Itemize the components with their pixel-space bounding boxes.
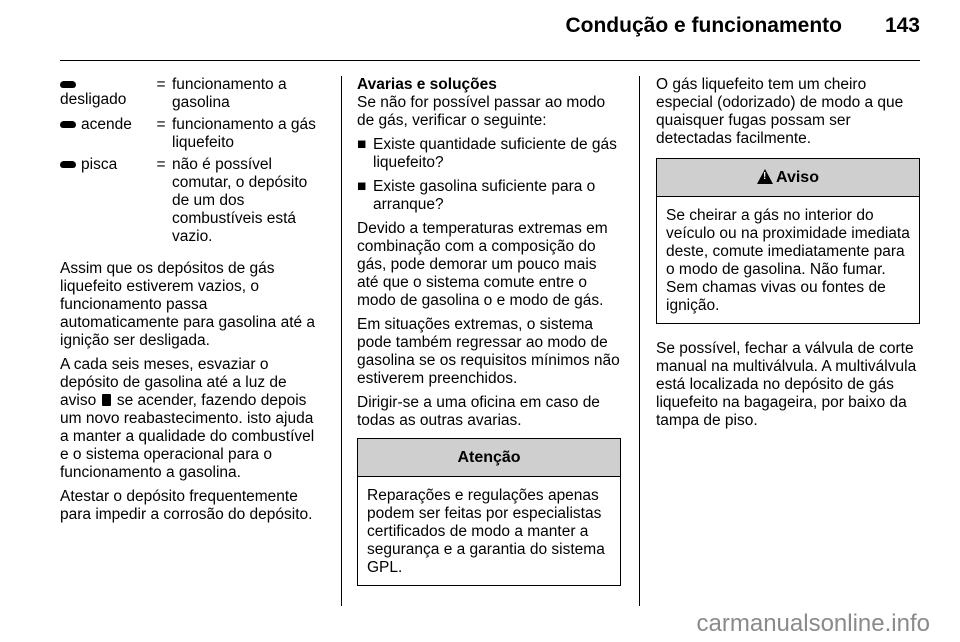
attention-text: Reparações e regulações apenas podem ser feitas por especialistas certificados de modo a manter a segurança e a garantia do sistema GPL. bbox=[367, 487, 605, 576]
bullet-item bbox=[357, 178, 621, 214]
lpg-lamp-icon bbox=[60, 81, 76, 88]
warning-box bbox=[656, 158, 920, 324]
warning-triangle-icon bbox=[757, 169, 773, 184]
status-key bbox=[60, 76, 150, 112]
warning-text: Se cheirar a gás no interior do veículo ou na proximidade imediata deste, comute imediatamente para o modo de gasolina. Não fumar. Sem chamas vivas ou fontes de ignição. bbox=[666, 207, 910, 314]
bullet-item bbox=[357, 136, 621, 172]
left-column bbox=[60, 76, 326, 530]
paragraph: Se possível, fechar a válvula de corte manual na multiválvula. A multiválvula está localizada no depósito de gás liquefeito na bagageira, por baixo da tampa de piso. bbox=[656, 340, 917, 429]
watermark: carmanualsonline.info bbox=[696, 610, 930, 637]
page-header-title: Condução e funcionamento bbox=[565, 14, 842, 37]
bullet-text: Existe gasolina suficiente para o arranque? bbox=[373, 178, 596, 213]
warning-header bbox=[657, 159, 919, 197]
page-number: 143 bbox=[884, 14, 920, 37]
paragraph: Atestar o depósito frequentemente para impedir a corrosão do depósito. bbox=[60, 488, 313, 523]
lpg-lamp-icon bbox=[60, 161, 76, 168]
status-key bbox=[60, 116, 150, 152]
attention-title: Atenção bbox=[358, 439, 620, 477]
paragraph-text: A cada seis meses, esvaziar o depósito de gasolina até a luz de aviso bbox=[60, 356, 287, 409]
lpg-lamp-icon bbox=[60, 121, 76, 128]
header-rule bbox=[60, 60, 920, 61]
paragraph: Se não for possível passar ao modo de gás, verificar o seguinte: bbox=[357, 94, 606, 129]
status-value: não é possível comutar, o depósito de um dos combustíveis está vazio. bbox=[172, 156, 308, 245]
paragraph: O gás liquefeito tem um cheiro especial (odorizado) de modo a que quaisquer fugas possam ser detectadas facilmente. bbox=[656, 76, 904, 147]
status-table bbox=[60, 76, 326, 246]
status-value: funcionamento a gás liquefeito bbox=[172, 116, 316, 151]
bullet-icon: ■ bbox=[357, 178, 367, 195]
paragraph-text: se acender, fazendo depois um novo reabastecimento. isto ajuda a manter a qualidade do combustível e o sistema operacional para o funcionamento a gasolina. bbox=[60, 392, 315, 481]
paragraph: Assim que os depósitos de gás liquefeito estiverem vazios, o funcionamento passa automaticamente para gasolina até a ignição ser desligada. bbox=[60, 260, 316, 349]
status-label: acende bbox=[81, 116, 132, 133]
paragraph bbox=[60, 356, 326, 482]
column-divider-1 bbox=[341, 76, 342, 606]
equals-sign: = bbox=[156, 76, 166, 93]
status-row bbox=[60, 76, 326, 112]
equals-sign: = bbox=[156, 116, 166, 133]
status-label: desligado bbox=[60, 91, 127, 108]
status-key bbox=[60, 156, 150, 246]
attention-box bbox=[357, 438, 621, 586]
status-value: funcionamento a gasolina bbox=[172, 76, 287, 111]
status-row bbox=[60, 116, 326, 152]
warning-title: Aviso bbox=[776, 169, 819, 186]
equals-sign: = bbox=[156, 156, 166, 173]
paragraph: Em situações extremas, o sistema pode também regressar ao modo de gasolina se os requisitos mínimos não estiverem preenchidos. bbox=[357, 316, 620, 387]
middle-column bbox=[357, 76, 621, 586]
bullet-text: Existe quantidade suficiente de gás liquefeito? bbox=[373, 136, 617, 171]
right-column bbox=[656, 76, 920, 436]
status-label: pisca bbox=[81, 156, 118, 173]
bullet-icon: ■ bbox=[357, 136, 367, 153]
column-divider-2 bbox=[639, 76, 640, 606]
fuel-pump-icon bbox=[102, 394, 111, 406]
paragraph: Dirigir-se a uma oficina em caso de todas as outras avarias. bbox=[357, 394, 600, 429]
paragraph: Devido a temperaturas extremas em combinação com a composição do gás, pode demorar um pouco mais até que o sistema comute entre o modo de gasolina o e modo de gás. bbox=[357, 220, 608, 309]
section-heading: Avarias e soluções bbox=[357, 76, 497, 93]
status-row bbox=[60, 156, 326, 246]
